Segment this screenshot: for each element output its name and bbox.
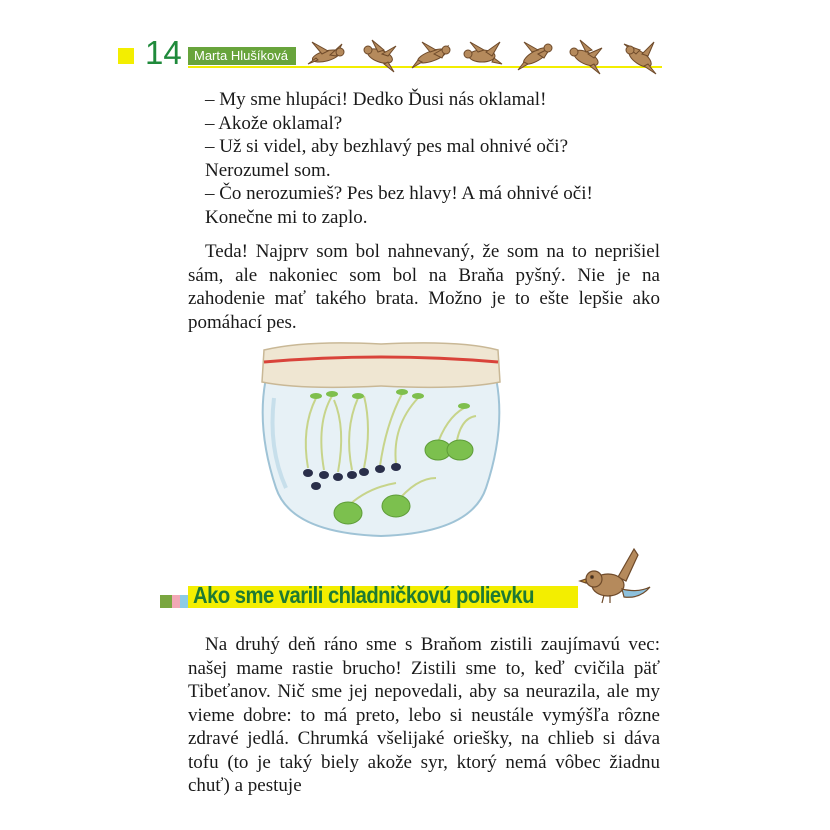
dialogue-line: – Čo nerozumieš? Pes bez hlavy! A má ohnivé oči! [205,183,593,204]
dialogue-line: Konečne mi to zaplo. [205,206,368,228]
flying-birds-icon [302,34,674,76]
color-block [172,595,180,608]
paragraph-1 [188,240,660,334]
dialogue-line: – Akože oklamal? [205,112,343,134]
section-title: Ako sme varili chladničkovú polievku [193,582,534,608]
sprouting-beans-jar [246,338,516,543]
color-block [180,595,188,608]
author-name: Marta Hlušíková [188,47,296,65]
paragraph-text: Na druhý deň ráno sme s Braňom zistili zaujímavú vec: našej mame rastie brucho! Zistili sme to, keď cvičila päť Tibeťanov. Nič sme jej nepovedali, aby sa neurazila, ale my vieme dobre: to má preto, lebo si neustále vymýšľa rôzne zdravé jedlá. Chrumká všelijaké oriešky, na chlieb si dáva tofu (to je taký biely akože syr, ktorý nemá vôbec žiadnu chuť) a pestuje [188,634,660,796]
paragraph-2 [188,633,660,798]
bird-icon [578,547,656,607]
dialogue-line: – Už si videl, aby bezhlavý pes mal ohnivé oči? [205,136,569,157]
page-number: 14 [145,34,182,71]
dialogue-block [205,88,660,229]
dialogue-line: Nerozumel som. [205,159,331,181]
header-color-square [118,48,134,64]
color-block [160,595,172,608]
dialogue-line: – My sme hlupáci! Dedko Ďusi nás oklamal! [205,89,547,110]
paragraph-text: Teda! Najprv som bol nahnevaný, že som na to neprišiel sám, ale nakoniec som bol na Braňa pyšný. Nie je na zahodenie mať takého brata. Možno je to ešte lepšie ako pomáhací pes. [188,241,660,333]
